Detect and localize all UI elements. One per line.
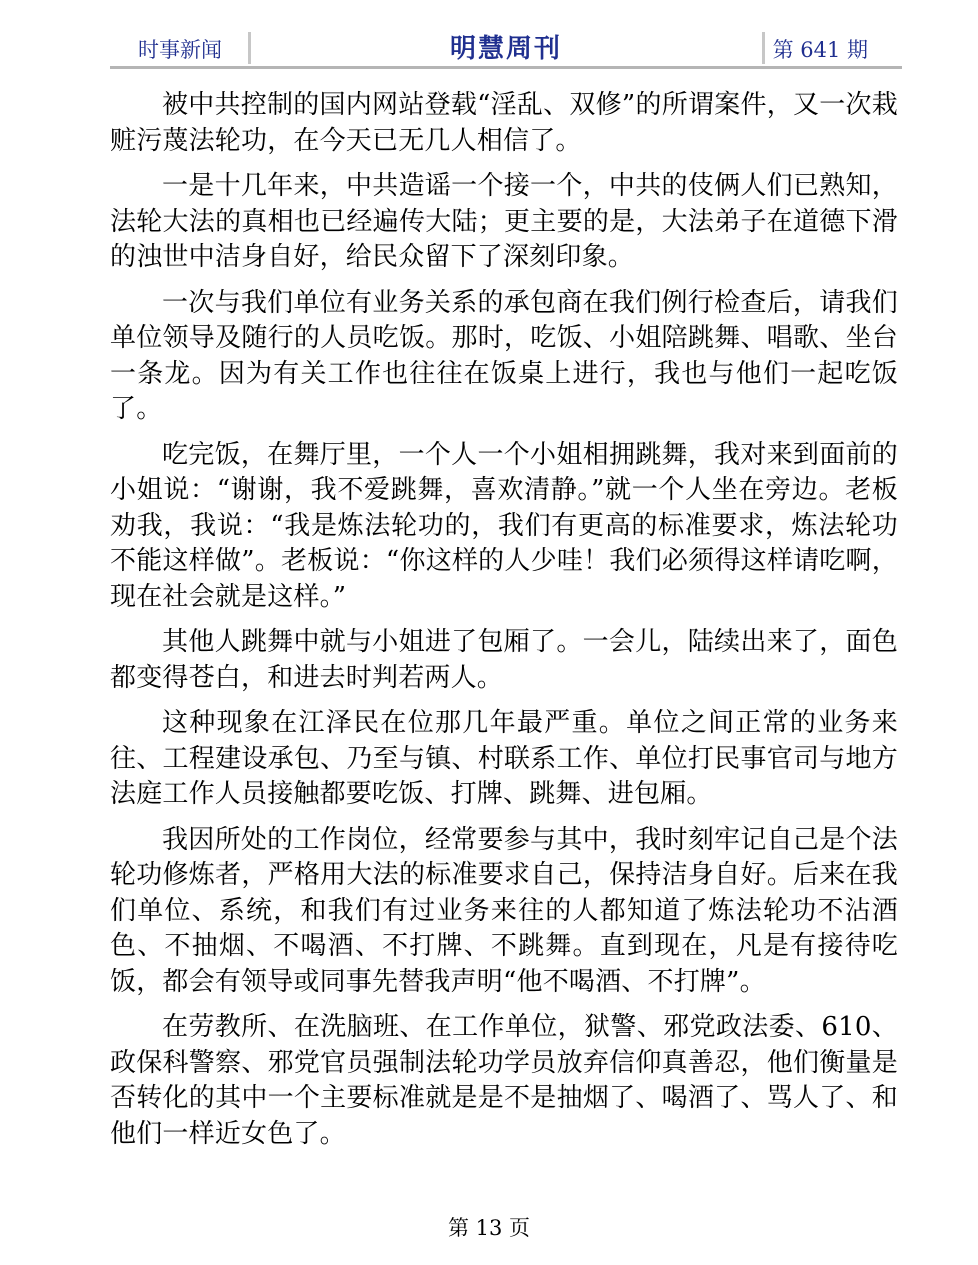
header-divider-right — [762, 32, 765, 64]
article-body — [110, 88, 898, 1162]
issue-number: 第 641 期 — [772, 38, 868, 62]
publication-title: 明慧周刊 — [449, 34, 562, 64]
paragraph: 一是十几年来，中共造谣一个接一个，中共的伎俩人们已熟知，法轮大法的真相也已经遍传大陆；更主要的是，大法弟子在道德下滑的浊世中洁身自好，给民众留下了深刻印象。 — [110, 171, 898, 272]
header-rule — [110, 66, 902, 69]
paragraph: 这种现象在江泽民在位那几年最严重。单位之间正常的业务来往、工程建设承包、乃至与镇、村联系工作、单位打民事官司与地方法庭工作人员接触都要吃饭、打牌、跳舞、进包厢。 — [110, 708, 898, 809]
paragraph: 其他人跳舞中就与小姐进了包厢了。一会儿，陆续出来了，面色都变得苍白，和进去时判若两人。 — [110, 627, 898, 693]
paragraph: 被中共控制的国内网站登载“淫乱、双修”的所谓案件，又一次栽赃污蔑法轮功，在今天已无几人相信了。 — [110, 90, 898, 156]
page-number: 第 13 页 — [447, 1216, 531, 1240]
page-header — [110, 28, 902, 68]
paragraph: 吃完饭，在舞厅里，一个人一个小姐相拥跳舞，我对来到面前的小姐说：“谢谢，我不爱跳舞，喜欢清静。”就一个人坐在旁边。老板劝我，我说：“我是炼法轮功的，我们有更高的标准要求，炼法轮功不能这样做”。老板说：“你这样的人少哇！我们必须得这样请吃啊，现在社会就是这样。” — [110, 439, 898, 612]
section-label: 时事新闻 — [138, 38, 222, 62]
paragraph: 我因所处的工作岗位，经常要参与其中，我时刻牢记自己是个法轮功修炼者，严格用大法的标准要求自己，保持洁身自好。后来在我们单位、系统，和我们有过业务来往的人都知道了炼法轮功不沾酒色、不抽烟、不喝酒、不打牌、不跳舞。直到现在，凡是有接待吃饭，都会有领导或同事先替我声明“他不喝酒、不打牌”。 — [110, 824, 898, 997]
paragraph: 在劳教所、在洗脑班、在工作单位，狱警、邪党政法委、610、政保科警察、邪党官员强制法轮功学员放弃信仰真善忍，他们衡量是否转化的其中一个主要标准就是是不是抽烟了、喝酒了、骂人了、和他们一样近女色了。 — [110, 1012, 898, 1149]
paragraph: 一次与我们单位有业务关系的承包商在我们例行检查后，请我们单位领导及随行的人员吃饭。那时，吃饭、小姐陪跳舞、唱歌、坐台一条龙。因为有关工作也往往在饭桌上进行，我也与他们一起吃饭了。 — [110, 287, 898, 424]
